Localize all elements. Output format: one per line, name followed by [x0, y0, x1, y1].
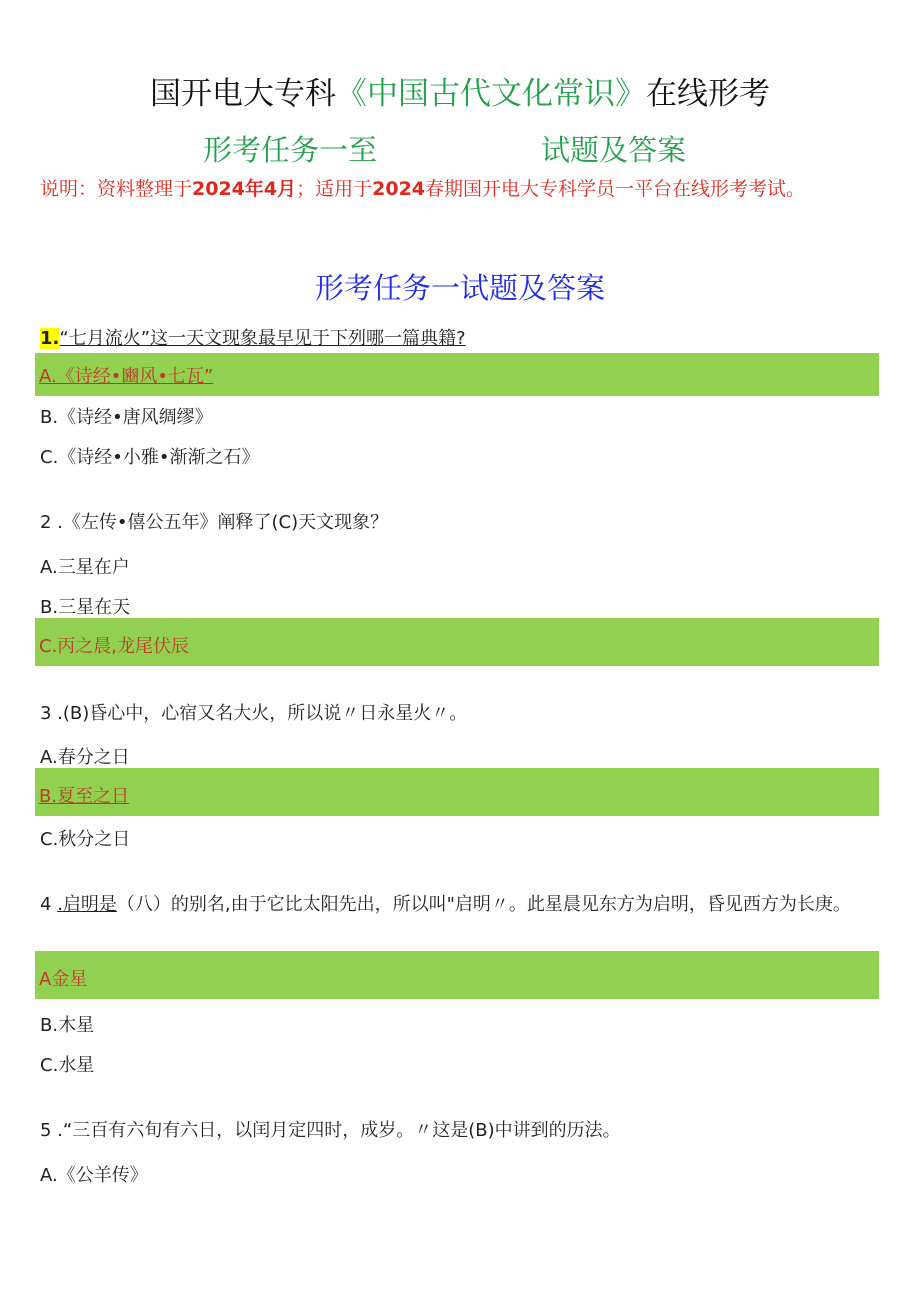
- question-number: 4: [40, 894, 58, 915]
- description-note: [40, 172, 870, 206]
- option: A.三星在户: [40, 557, 130, 578]
- answer-highlight: [35, 618, 879, 666]
- answer-highlight: [35, 951, 879, 999]
- option-correct: B.夏至之日: [39, 786, 130, 807]
- option: A.春分之日: [40, 747, 130, 768]
- option: C.水星: [40, 1055, 95, 1076]
- answer-highlight: [35, 353, 879, 396]
- question-text-underlined: .启明是: [57, 894, 117, 915]
- answer-highlight: [35, 768, 879, 816]
- question-text: （八）的别名,由于它比太阳先出，所以叫"启明〃。此星晨见东方为启明，昏见西方为长庚。: [116, 894, 851, 915]
- question-5: 5 .“三百有六旬有六日，以闰月定四时，成岁。〃这是(B)中讲到的历法。: [40, 1120, 621, 1141]
- question-4: [40, 889, 880, 921]
- title-book: 《中国古代文化常识》: [336, 76, 646, 112]
- option: B.《诗经•唐风绸缪》: [40, 407, 213, 428]
- option-correct: A.《诗经•豳风•七瓦”: [39, 366, 214, 387]
- option: A.《公羊传》: [40, 1165, 148, 1186]
- option: C.秋分之日: [40, 829, 131, 850]
- subtitle-right: 试题及答案: [541, 133, 687, 167]
- note-year: 2024: [372, 178, 426, 200]
- option-correct: A金星: [39, 969, 88, 990]
- question-text: “七月流火”这一天文现象最早见于下列哪一篇典籍?: [59, 328, 466, 349]
- option: B.木星: [40, 1015, 95, 1036]
- option: B.三星在天: [40, 597, 131, 618]
- question-1: [40, 323, 880, 355]
- question-number: 1.: [40, 328, 60, 349]
- subtitle-left: 形考任务一至: [203, 133, 378, 167]
- note-date: 2024年4月: [192, 178, 297, 200]
- note-text: ；适用于: [296, 178, 373, 200]
- section-title: 形考任务一试题及答案: [314, 271, 605, 305]
- question-2: 2 .《左传•僖公五年》阐释了(C)天文现象？: [40, 512, 389, 533]
- document-title: [0, 68, 920, 113]
- option-correct: C.丙之晨,龙尾伏辰: [39, 636, 190, 657]
- title-suffix: 在线形考: [646, 76, 770, 112]
- note-text: 说明：资料整理于: [40, 178, 193, 200]
- option: C.《诗经•小雅•渐渐之石》: [40, 447, 260, 468]
- title-prefix: 国开电大专科: [150, 76, 336, 112]
- note-text: 春期国开电大专科学员一平台在线形考考试。: [425, 178, 806, 200]
- question-3: 3 .(B)昏心中，心宿又名大火，所以说〃日永星火〃。: [40, 703, 468, 724]
